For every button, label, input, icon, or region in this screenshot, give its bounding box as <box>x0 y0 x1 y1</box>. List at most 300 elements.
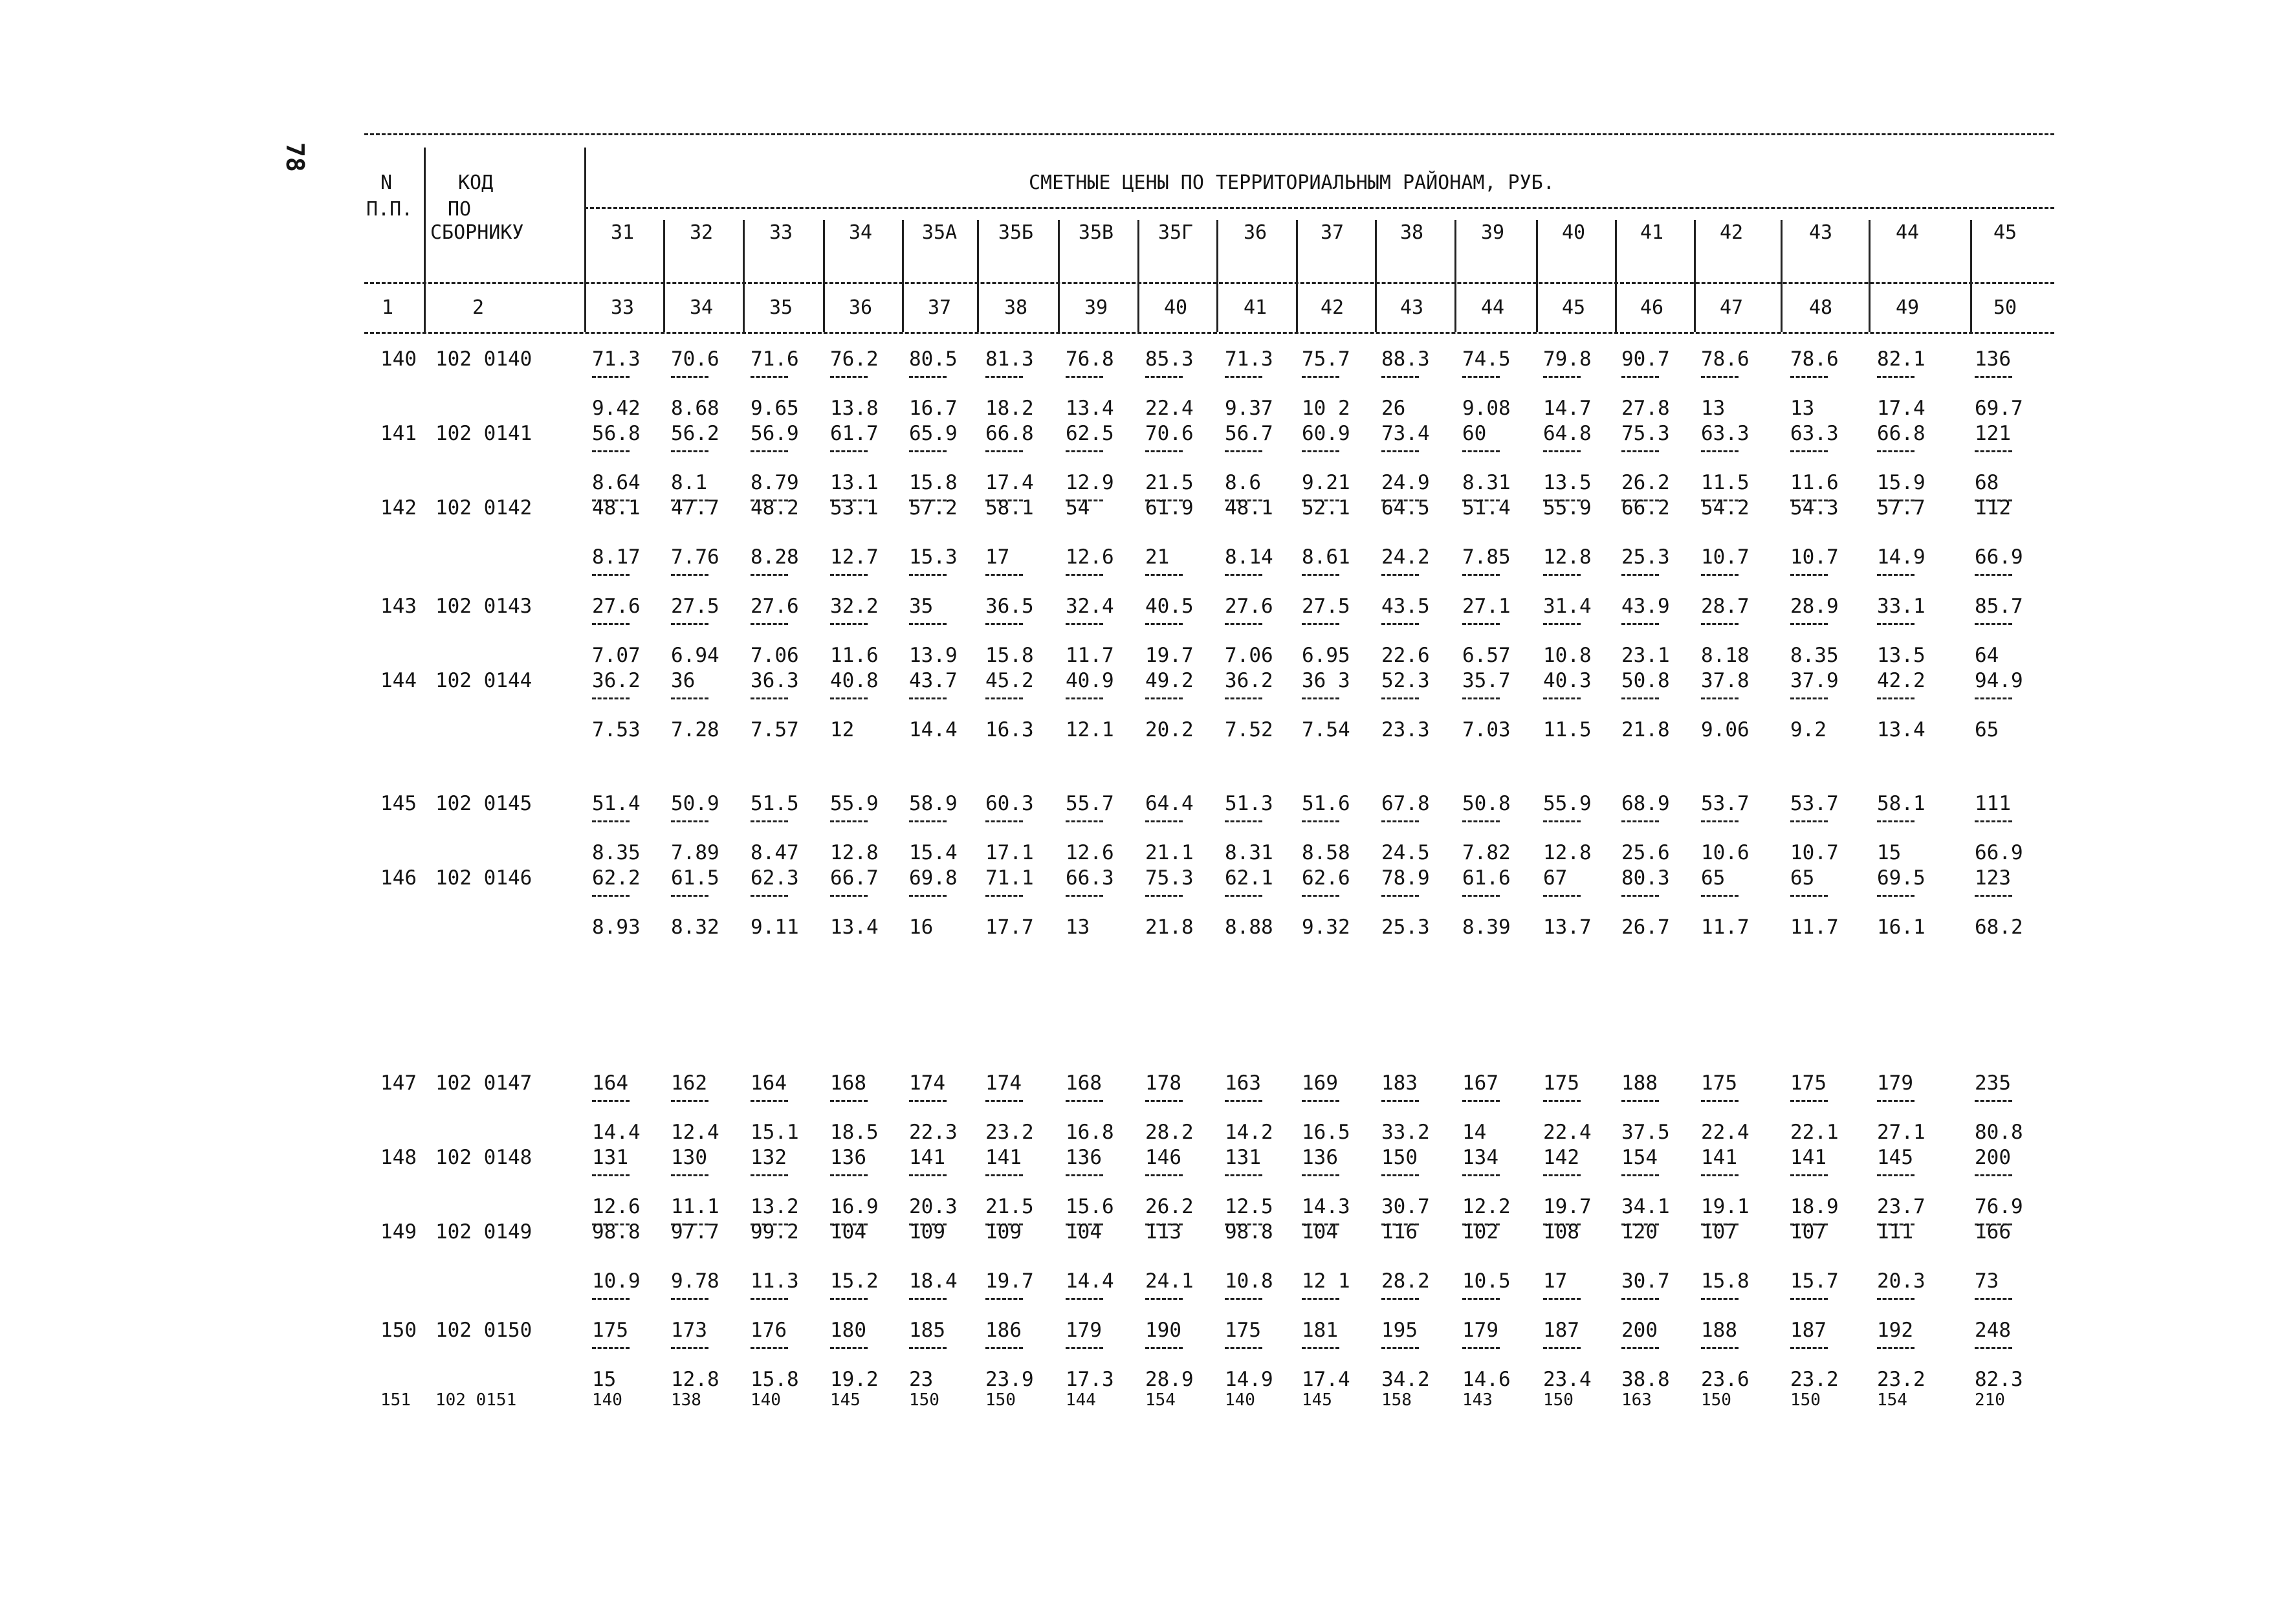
fraction-separator <box>1225 450 1262 452</box>
row-code: 102 0148 <box>435 1146 532 1169</box>
price-cell: 12.1 <box>1066 718 1114 741</box>
fraction-separator <box>1225 376 1262 378</box>
price-cell: 175 <box>1701 1071 1737 1095</box>
price-cell: 167 <box>1462 1071 1498 1095</box>
price-cell: 15.8 <box>751 1368 799 1391</box>
price-cell: 195 <box>1381 1319 1418 1342</box>
price-cell: 15.2 <box>830 1269 879 1293</box>
row-number: 150 <box>380 1319 417 1342</box>
fraction-separator <box>1790 820 1828 822</box>
price-cell: 9.21 <box>1302 471 1350 494</box>
price-cell: 36.2 <box>592 669 641 692</box>
price-cell: 36 3 <box>1302 669 1350 692</box>
price-cell: 12.8 <box>671 1368 719 1391</box>
price-cell: 51.5 <box>751 792 799 815</box>
district-col-divider <box>1058 220 1060 332</box>
fraction-separator <box>1302 1298 1339 1300</box>
fraction-separator <box>830 623 868 625</box>
price-cell: 11.6 <box>830 644 879 667</box>
price-cell: 6.95 <box>1302 644 1350 667</box>
price-cell: 54 <box>1066 496 1090 520</box>
price-cell: 8.64 <box>592 471 641 494</box>
row-code: 102 0140 <box>435 347 532 371</box>
price-cell: 22.4 <box>1543 1121 1592 1144</box>
price-cell: 10.9 <box>592 1269 641 1293</box>
fraction-separator <box>751 1100 788 1102</box>
fraction-separator <box>1543 450 1581 452</box>
fraction-separator <box>1790 1298 1828 1300</box>
price-cell: 8.39 <box>1462 916 1511 939</box>
fraction-separator <box>830 820 868 822</box>
fraction-separator <box>1543 1347 1581 1349</box>
price-cell: 145 <box>1302 1390 1332 1410</box>
fraction-separator <box>671 1347 708 1349</box>
price-cell: 82.3 <box>1975 1368 2023 1391</box>
fraction-separator <box>1302 623 1339 625</box>
price-cell: 8.47 <box>751 841 799 864</box>
fraction-separator <box>1462 623 1500 625</box>
price-cell: 13.2 <box>751 1195 799 1218</box>
fraction-separator <box>1877 1174 1914 1176</box>
price-cell: 26.2 <box>1145 1195 1194 1218</box>
fraction-separator <box>1381 623 1419 625</box>
price-cell: 7.54 <box>1302 718 1350 741</box>
price-cell: 9.37 <box>1225 397 1273 420</box>
price-cell: 66.9 <box>1975 841 2023 864</box>
price-cell: 50.8 <box>1621 669 1670 692</box>
price-cell: 179 <box>1462 1319 1498 1342</box>
price-cell: 37.8 <box>1701 669 1750 692</box>
price-cell: 175 <box>592 1319 628 1342</box>
price-cell: 7.06 <box>1225 644 1273 667</box>
price-cell: 16.8 <box>1066 1121 1114 1144</box>
price-cell: 20.2 <box>1145 718 1194 741</box>
fraction-separator <box>751 1174 788 1176</box>
fraction-separator <box>1462 1174 1500 1176</box>
fraction-separator <box>1225 1100 1262 1102</box>
fraction-separator <box>1225 820 1262 822</box>
price-cell: 25.6 <box>1621 841 1670 864</box>
price-cell: 8.61 <box>1302 545 1350 569</box>
price-cell: 22.3 <box>909 1121 958 1144</box>
price-cell: 20.3 <box>1877 1269 1925 1293</box>
district-header: 45 <box>1993 221 2017 244</box>
price-cell: 178 <box>1145 1071 1181 1095</box>
price-cell: 53.7 <box>1790 792 1839 815</box>
price-cell: 74.5 <box>1462 347 1511 371</box>
price-cell: 9.2 <box>1790 718 1827 741</box>
price-cell: 20.3 <box>909 1195 958 1218</box>
price-cell: 25.3 <box>1621 545 1670 569</box>
district-header: 35Б <box>998 221 1034 244</box>
price-cell: 40.8 <box>830 669 879 692</box>
fraction-separator <box>1462 1298 1500 1300</box>
price-cell: 12.5 <box>1225 1195 1273 1218</box>
fraction-separator <box>1145 895 1183 897</box>
fraction-separator <box>985 697 1023 699</box>
price-cell: 13.1 <box>830 471 879 494</box>
header-pp-label: П.П. <box>366 198 413 221</box>
fraction-separator <box>592 697 630 699</box>
fraction-separator <box>592 820 630 822</box>
row-code: 102 0147 <box>435 1071 532 1095</box>
fraction-separator <box>1381 376 1419 378</box>
price-cell: 9.11 <box>751 916 799 939</box>
price-cell: 7.06 <box>751 644 799 667</box>
price-cell: 58.1 <box>985 496 1034 520</box>
price-cell: 66.7 <box>830 866 879 890</box>
price-cell: 13.8 <box>830 397 879 420</box>
price-cell: 131 <box>592 1146 628 1169</box>
district-header: 44 <box>1895 221 1920 244</box>
price-cell: 140 <box>1225 1390 1255 1410</box>
price-cell: 12.9 <box>1066 471 1114 494</box>
price-cell: 13 <box>1066 916 1090 939</box>
price-cell: 55.9 <box>1543 496 1592 520</box>
price-cell: 15.1 <box>751 1121 799 1144</box>
district-header: 35Г <box>1157 221 1194 244</box>
fraction-separator <box>1975 895 2012 897</box>
price-cell: 17.4 <box>1877 397 1925 420</box>
price-cell: 9.65 <box>751 397 799 420</box>
price-cell: 22.4 <box>1145 397 1194 420</box>
fraction-separator <box>1066 697 1103 699</box>
price-cell: 70.6 <box>671 347 719 371</box>
fraction-separator <box>1145 1100 1183 1102</box>
price-cell: 75.7 <box>1302 347 1350 371</box>
district-header: 34 <box>848 221 873 244</box>
fraction-separator <box>1543 623 1581 625</box>
price-cell: 210 <box>1975 1390 2005 1410</box>
fraction-separator <box>1975 623 2012 625</box>
price-cell: 98.8 <box>1225 1220 1273 1244</box>
price-cell: 19.2 <box>830 1368 879 1391</box>
price-cell: 8.18 <box>1701 644 1750 667</box>
price-cell: 15.6 <box>1066 1195 1114 1218</box>
fraction-separator <box>1543 820 1581 822</box>
header-colnum-1: 1 <box>382 296 394 319</box>
fraction-separator <box>1975 697 2012 699</box>
price-cell: 9.08 <box>1462 397 1511 420</box>
fraction-separator <box>1975 1298 2012 1300</box>
price-cell: 111 <box>1877 1220 1913 1244</box>
price-cell: 15.8 <box>909 471 958 494</box>
price-cell: 23.3 <box>1381 718 1430 741</box>
fraction-separator <box>1302 450 1339 452</box>
price-cell: 14.4 <box>1066 1269 1114 1293</box>
price-cell: 168 <box>1066 1071 1102 1095</box>
price-cell: 19.7 <box>1543 1195 1592 1218</box>
price-cell: 163 <box>1225 1071 1261 1095</box>
row-number: 149 <box>380 1220 417 1244</box>
price-cell: 23 <box>909 1368 934 1391</box>
column-number: 40 <box>1163 296 1188 319</box>
fraction-separator <box>985 1347 1023 1349</box>
price-cell: 23.7 <box>1877 1195 1925 1218</box>
price-cell: 176 <box>751 1319 787 1342</box>
price-cell: 71.1 <box>985 866 1034 890</box>
price-cell: 102 <box>1462 1220 1498 1244</box>
price-cell: 168 <box>830 1071 866 1095</box>
fraction-separator <box>830 1100 868 1102</box>
price-cell: 80.8 <box>1975 1121 2023 1144</box>
price-cell: 69.7 <box>1975 397 2023 420</box>
column-number: 45 <box>1561 296 1586 319</box>
row-number: 141 <box>380 422 417 445</box>
price-cell: 174 <box>985 1071 1022 1095</box>
fraction-separator <box>1975 1100 2012 1102</box>
district-header: 37 <box>1320 221 1344 244</box>
price-cell: 36 <box>671 669 696 692</box>
price-cell: 185 <box>909 1319 945 1342</box>
price-cell: 7.82 <box>1462 841 1511 864</box>
fraction-separator <box>1225 1298 1262 1300</box>
price-cell: 57.2 <box>909 496 958 520</box>
price-cell: 175 <box>1543 1071 1579 1095</box>
price-cell: 15.3 <box>909 545 958 569</box>
price-cell: 10.7 <box>1790 841 1839 864</box>
price-cell: 73.4 <box>1381 422 1430 445</box>
price-cell: 12.2 <box>1462 1195 1511 1218</box>
fraction-separator <box>671 376 708 378</box>
price-cell: 180 <box>830 1319 866 1342</box>
price-cell: 70.6 <box>1145 422 1194 445</box>
fraction-separator <box>1701 623 1739 625</box>
fraction-separator <box>1975 1347 2012 1349</box>
price-cell: 131 <box>1225 1146 1261 1169</box>
price-cell: 112 <box>1975 496 2011 520</box>
header-colnum-2: 2 <box>472 296 485 319</box>
price-cell: 80.3 <box>1621 866 1670 890</box>
price-cell: 11.3 <box>751 1269 799 1293</box>
price-cell: 43.7 <box>909 669 958 692</box>
fraction-separator <box>909 895 947 897</box>
price-cell: 80.5 <box>909 347 958 371</box>
price-cell: 12.7 <box>830 545 879 569</box>
price-cell: 16.7 <box>909 397 958 420</box>
price-cell: 94.9 <box>1975 669 2023 692</box>
column-number: 43 <box>1399 296 1424 319</box>
fraction-separator <box>1381 1298 1419 1300</box>
price-cell: 7.52 <box>1225 718 1273 741</box>
fraction-separator <box>1066 376 1103 378</box>
fraction-separator <box>909 820 947 822</box>
district-header: 33 <box>769 221 793 244</box>
price-cell: 17.3 <box>1066 1368 1114 1391</box>
price-cell: 76.2 <box>830 347 879 371</box>
price-cell: 69.5 <box>1877 866 1925 890</box>
price-cell: 76.8 <box>1066 347 1114 371</box>
price-cell: 62.1 <box>1225 866 1273 890</box>
price-cell: 141 <box>1790 1146 1827 1169</box>
price-cell: 107 <box>1701 1220 1737 1244</box>
price-cell: 19.1 <box>1701 1195 1750 1218</box>
fraction-separator <box>830 1347 868 1349</box>
column-number: 42 <box>1320 296 1344 319</box>
price-cell: 113 <box>1145 1220 1181 1244</box>
price-cell: 81.3 <box>985 347 1034 371</box>
fraction-separator <box>1066 1174 1103 1176</box>
price-cell: 13.4 <box>1877 718 1925 741</box>
price-cell: 71.3 <box>1225 347 1273 371</box>
fraction-separator <box>1302 1347 1339 1349</box>
fraction-separator <box>1302 697 1339 699</box>
price-cell: 65 <box>1790 866 1815 890</box>
fraction-separator <box>671 623 708 625</box>
price-cell: 40.3 <box>1543 669 1592 692</box>
price-cell: 65 <box>1701 866 1726 890</box>
price-cell: 32.2 <box>830 595 879 618</box>
price-cell: 16.1 <box>1877 916 1925 939</box>
price-cell: 11.7 <box>1701 916 1750 939</box>
price-cell: 136 <box>830 1146 866 1169</box>
fraction-separator <box>1302 895 1339 897</box>
price-cell: 57.7 <box>1877 496 1925 520</box>
price-cell: 200 <box>1975 1146 2011 1169</box>
price-cell: 144 <box>1066 1390 1096 1410</box>
row-code: 102 0151 <box>435 1390 517 1410</box>
price-cell: 40.9 <box>1066 669 1114 692</box>
fraction-separator <box>1145 1174 1183 1176</box>
price-cell: 23.2 <box>1877 1368 1925 1391</box>
price-cell: 109 <box>985 1220 1022 1244</box>
fraction-separator <box>1790 1174 1828 1176</box>
fraction-separator <box>1701 820 1739 822</box>
fraction-separator <box>985 376 1023 378</box>
row-code: 102 0145 <box>435 792 532 815</box>
price-cell: 8.93 <box>592 916 641 939</box>
col-divider-n <box>424 148 426 332</box>
price-cell: 6.57 <box>1462 644 1511 667</box>
price-cell: 150 <box>1381 1146 1418 1169</box>
price-cell: 116 <box>1381 1220 1418 1244</box>
price-cell: 56.9 <box>751 422 799 445</box>
price-cell: 56.7 <box>1225 422 1273 445</box>
fraction-separator <box>985 895 1023 897</box>
price-cell: 75.3 <box>1145 866 1194 890</box>
price-cell: 21.5 <box>985 1195 1034 1218</box>
price-cell: 9.78 <box>671 1269 719 1293</box>
price-cell: 35 <box>909 595 934 618</box>
price-cell: 175 <box>1225 1319 1261 1342</box>
price-cell: 108 <box>1543 1220 1579 1244</box>
fraction-separator <box>1701 895 1739 897</box>
price-cell: 21.5 <box>1145 471 1194 494</box>
price-cell: 14.4 <box>909 718 958 741</box>
row-number: 140 <box>380 347 417 371</box>
fraction-separator <box>1975 574 2012 576</box>
fraction-separator <box>592 1347 630 1349</box>
price-cell: 98.8 <box>592 1220 641 1244</box>
fraction-separator <box>592 623 630 625</box>
price-cell: 15 <box>1877 841 1902 864</box>
price-cell: 186 <box>985 1319 1022 1342</box>
price-cell: 13.5 <box>1543 471 1592 494</box>
row-number: 144 <box>380 669 417 692</box>
fraction-separator <box>909 1100 947 1102</box>
price-cell: 18.4 <box>909 1269 958 1293</box>
price-cell: 40.5 <box>1145 595 1194 618</box>
price-cell: 85.3 <box>1145 347 1194 371</box>
price-cell: 13.4 <box>830 916 879 939</box>
price-cell: 7.57 <box>751 718 799 741</box>
price-cell: 107 <box>1790 1220 1827 1244</box>
fraction-separator <box>985 623 1023 625</box>
fraction-separator <box>1543 697 1581 699</box>
price-cell: 10.7 <box>1790 545 1839 569</box>
fraction-separator <box>1543 376 1581 378</box>
price-cell: 55.9 <box>1543 792 1592 815</box>
price-cell: 6.94 <box>671 644 719 667</box>
fraction-separator <box>1462 574 1500 576</box>
price-cell: 64.4 <box>1145 792 1194 815</box>
fraction-separator <box>592 376 630 378</box>
price-cell: 11.6 <box>1790 471 1839 494</box>
column-number: 34 <box>689 296 714 319</box>
column-number: 38 <box>1004 296 1028 319</box>
price-cell: 150 <box>1701 1390 1731 1410</box>
price-cell: 235 <box>1975 1071 2011 1095</box>
price-cell: 8.31 <box>1462 471 1511 494</box>
price-cell: 62.5 <box>1066 422 1114 445</box>
fraction-separator <box>751 1347 788 1349</box>
price-cell: 99.2 <box>751 1220 799 1244</box>
fraction-separator <box>1877 450 1914 452</box>
price-cell: 79.8 <box>1543 347 1592 371</box>
fraction-separator <box>1145 1298 1183 1300</box>
header-bottom-rule <box>364 332 2054 334</box>
price-cell: 23.2 <box>1790 1368 1839 1391</box>
price-cell: 143 <box>1462 1390 1493 1410</box>
fraction-separator <box>1225 895 1262 897</box>
price-cell: 58.1 <box>1877 792 1925 815</box>
fraction-separator <box>671 1298 708 1300</box>
row-code: 102 0149 <box>435 1220 532 1244</box>
fraction-separator <box>830 574 868 576</box>
fraction-separator <box>1790 376 1828 378</box>
price-cell: 36.5 <box>985 595 1034 618</box>
fraction-separator <box>1621 450 1659 452</box>
price-cell: 166 <box>1975 1220 2011 1244</box>
fraction-separator <box>1543 1298 1581 1300</box>
price-cell: 68 <box>1975 471 1999 494</box>
fraction-separator <box>1066 623 1103 625</box>
price-cell: 50.9 <box>671 792 719 815</box>
price-cell: 66.8 <box>985 422 1034 445</box>
price-cell: 66.2 <box>1621 496 1670 520</box>
fraction-separator <box>1543 895 1581 897</box>
price-cell: 146 <box>1145 1146 1181 1169</box>
price-cell: 8.28 <box>751 545 799 569</box>
price-cell: 13 <box>1701 397 1726 420</box>
price-cell: 90.7 <box>1621 347 1670 371</box>
fraction-separator <box>1975 376 2012 378</box>
price-cell: 64.8 <box>1543 422 1592 445</box>
price-cell: 11.7 <box>1066 644 1114 667</box>
fraction-separator <box>592 1100 630 1102</box>
fraction-separator <box>1302 1174 1339 1176</box>
price-cell: 11.5 <box>1701 471 1750 494</box>
price-cell: 15.8 <box>985 644 1034 667</box>
fraction-separator <box>909 574 947 576</box>
price-cell: 120 <box>1621 1220 1658 1244</box>
price-cell: 51.3 <box>1225 792 1273 815</box>
price-cell: 66.8 <box>1877 422 1925 445</box>
price-cell: 187 <box>1543 1319 1579 1342</box>
district-header: 35А <box>921 221 958 244</box>
price-cell: 48.2 <box>751 496 799 520</box>
price-cell: 16.3 <box>985 718 1034 741</box>
